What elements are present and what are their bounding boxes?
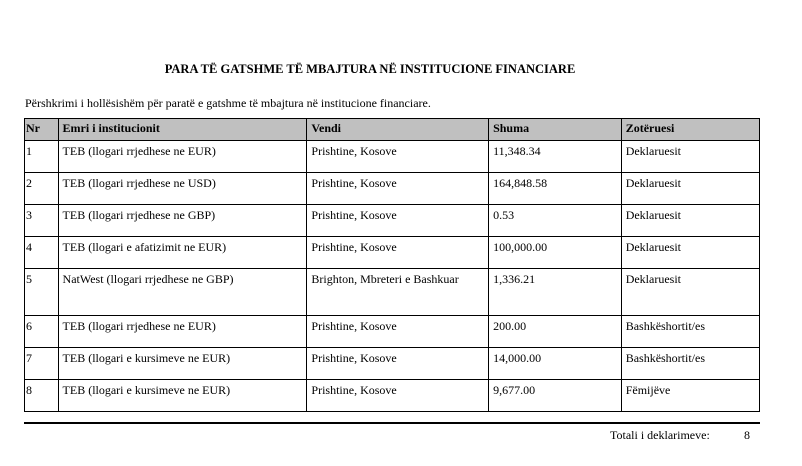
totals-label: Totali i deklarimeve: xyxy=(610,428,710,442)
cell-institution: TEB (llogari rrjedhese ne GBP) xyxy=(58,205,307,237)
cell-amount: 14,000.00 xyxy=(489,348,622,380)
cell-location: Prishtine, Kosove xyxy=(307,205,489,237)
cell-nr: 3 xyxy=(25,205,59,237)
cell-institution: TEB (llogari rrjedhese ne EUR) xyxy=(58,141,307,173)
table-bottom-rule xyxy=(24,422,760,424)
header-nr: Nr xyxy=(25,119,59,141)
table-row xyxy=(25,173,760,205)
cell-owner: Deklaruesit xyxy=(621,141,759,173)
cell-amount: 100,000.00 xyxy=(489,237,622,269)
table-row xyxy=(25,316,760,348)
cell-owner: Deklaruesit xyxy=(621,205,759,237)
description-text: Përshkrimi i hollësishëm për paratë e gatshme të mbajtura në institucione financiare. xyxy=(25,96,431,110)
cell-nr: 7 xyxy=(25,348,59,380)
header-amount: Shuma xyxy=(489,119,622,141)
cell-institution: NatWest (llogari rrjedhese ne GBP) xyxy=(58,269,307,316)
cell-owner: Bashkëshortit/es xyxy=(621,348,759,380)
cell-amount: 1,336.21 xyxy=(489,269,622,316)
cell-institution: TEB (llogari e kursimeve ne EUR) xyxy=(58,348,307,380)
cell-nr: 2 xyxy=(25,173,59,205)
cell-institution: TEB (llogari e afatizimit ne EUR) xyxy=(58,237,307,269)
cell-institution: TEB (llogari e kursimeve ne EUR) xyxy=(58,380,307,412)
cell-location: Brighton, Mbreteri e Bashkuar xyxy=(307,269,489,316)
cell-location: Prishtine, Kosove xyxy=(307,348,489,380)
table-row xyxy=(25,141,760,173)
cell-nr: 6 xyxy=(25,316,59,348)
totals-line xyxy=(610,428,750,443)
cell-amount: 11,348.34 xyxy=(489,141,622,173)
cell-location: Prishtine, Kosove xyxy=(307,237,489,269)
table-row xyxy=(25,269,760,316)
cell-institution: TEB (llogari rrjedhese ne USD) xyxy=(58,173,307,205)
table-header-row xyxy=(25,119,760,141)
cash-holdings-table xyxy=(24,118,760,412)
table-row xyxy=(25,348,760,380)
header-institution: Emri i institucionit xyxy=(58,119,307,141)
table-row xyxy=(25,205,760,237)
table-row xyxy=(25,237,760,269)
cell-nr: 4 xyxy=(25,237,59,269)
cell-institution: TEB (llogari rrjedhese ne EUR) xyxy=(58,316,307,348)
cell-amount: 164,848.58 xyxy=(489,173,622,205)
cell-owner: Deklaruesit xyxy=(621,173,759,205)
page-title: PARA TË GATSHME TË MBAJTURA NË INSTITUCIONE FINANCIARE xyxy=(164,62,576,76)
cell-amount: 0.53 xyxy=(489,205,622,237)
cell-location: Prishtine, Kosove xyxy=(307,173,489,205)
cell-owner: Bashkëshortit/es xyxy=(621,316,759,348)
cell-nr: 5 xyxy=(25,269,59,316)
cell-location: Prishtine, Kosove xyxy=(307,141,489,173)
cell-owner: Deklaruesit xyxy=(621,237,759,269)
cell-location: Prishtine, Kosove xyxy=(307,316,489,348)
totals-value: 8 xyxy=(744,428,750,442)
cell-nr: 1 xyxy=(25,141,59,173)
cell-amount: 200.00 xyxy=(489,316,622,348)
table-row xyxy=(25,380,760,412)
cell-owner: Fëmijëve xyxy=(621,380,759,412)
cell-amount: 9,677.00 xyxy=(489,380,622,412)
cell-owner: Deklaruesit xyxy=(621,269,759,316)
cell-location: Prishtine, Kosove xyxy=(307,380,489,412)
cell-nr: 8 xyxy=(25,380,59,412)
header-location: Vendi xyxy=(307,119,489,141)
header-owner: Zotëruesi xyxy=(621,119,759,141)
